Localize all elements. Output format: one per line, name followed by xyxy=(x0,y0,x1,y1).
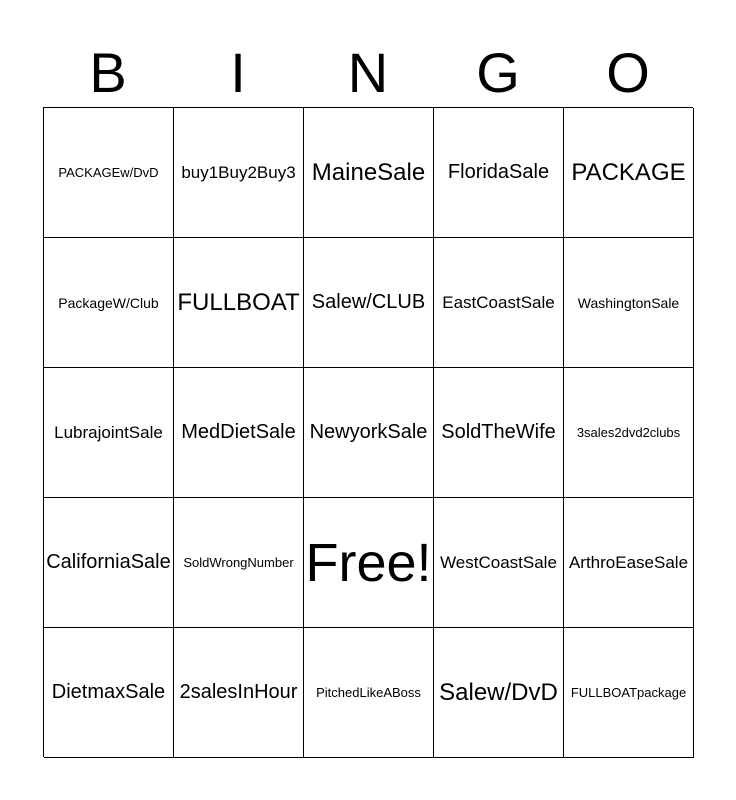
header-letter-g: G xyxy=(476,41,520,104)
bingo-cell-r5c3[interactable]: PitchedLikeABoss xyxy=(304,628,434,758)
bingo-cell-r1c1[interactable]: PACKAGEw/DvD xyxy=(44,108,174,238)
bingo-cell-r2c5[interactable]: WashingtonSale xyxy=(564,238,694,368)
header-letter-b: B xyxy=(89,41,127,104)
bingo-cell-r4c5[interactable]: ArthroEaseSale xyxy=(564,498,694,628)
bingo-cell-r5c4[interactable]: Salew/DvD xyxy=(434,628,564,758)
header-letter-o: O xyxy=(606,41,650,104)
bingo-cell-r5c5[interactable]: FULLBOATpackage xyxy=(564,628,694,758)
bingo-cell-r2c4[interactable]: EastCoastSale xyxy=(434,238,564,368)
bingo-cell-r2c3[interactable]: Salew/CLUB xyxy=(304,238,434,368)
bingo-cell-r3c4[interactable]: SoldTheWife xyxy=(434,368,564,498)
header-letter-i: I xyxy=(230,41,246,104)
header-letter-n: N xyxy=(347,41,389,104)
bingo-cell-r2c2[interactable]: FULLBOAT xyxy=(174,238,304,368)
bingo-cell-r4c4[interactable]: WestCoastSale xyxy=(434,498,564,628)
bingo-cell-r1c3[interactable]: MaineSale xyxy=(304,108,434,238)
bingo-cell-r3c5[interactable]: 3sales2dvd2clubs xyxy=(564,368,694,498)
bingo-cell-r1c5[interactable]: PACKAGE xyxy=(564,108,694,238)
bingo-cell-r1c2[interactable]: buy1Buy2Buy3 xyxy=(174,108,304,238)
bingo-cell-r5c2[interactable]: 2salesInHour xyxy=(174,628,304,758)
bingo-board xyxy=(43,107,693,757)
bingo-cell-r3c2[interactable]: MedDietSale xyxy=(174,368,304,498)
bingo-header xyxy=(43,40,693,106)
bingo-cell-r3c1[interactable]: LubrajointSale xyxy=(44,368,174,498)
free-space-cell[interactable]: Free! xyxy=(304,498,434,628)
bingo-cell-r3c3[interactable]: NewyorkSale xyxy=(304,368,434,498)
bingo-cell-r4c2[interactable]: SoldWrongNumber xyxy=(174,498,304,628)
bingo-cell-r2c1[interactable]: PackageW/Club xyxy=(44,238,174,368)
bingo-cell-r4c1[interactable]: CaliforniaSale xyxy=(44,498,174,628)
bingo-cell-r5c1[interactable]: DietmaxSale xyxy=(44,628,174,758)
bingo-cell-r1c4[interactable]: FloridaSale xyxy=(434,108,564,238)
